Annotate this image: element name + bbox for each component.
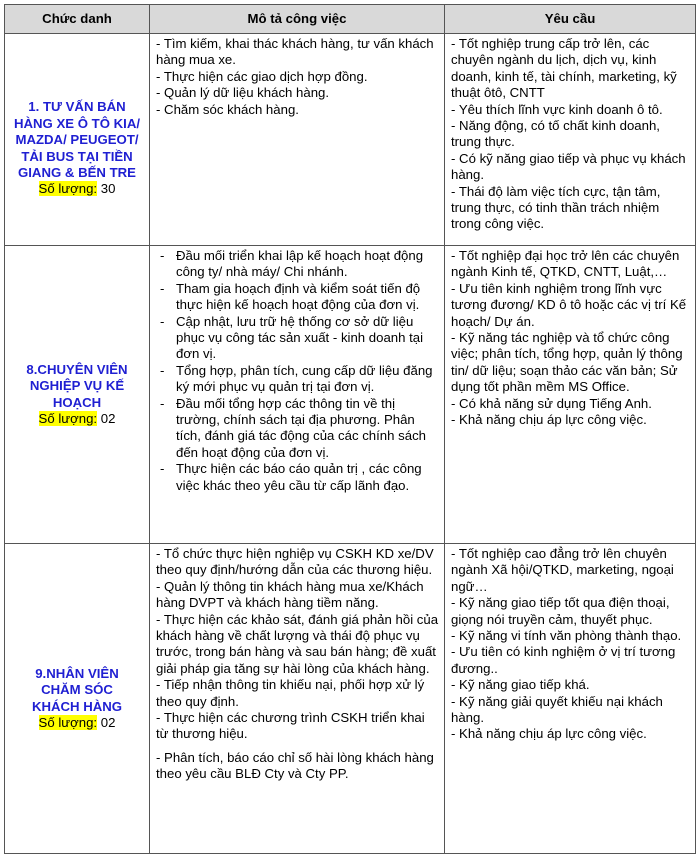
- list-item: - Cập nhật, lưu trữ hệ thống cơ sở dữ liệu phục vụ công tác sản xuất - kinh doanh tại đơn vị.: [154, 314, 440, 363]
- position-title: 9.NHÂN VIÊN CHĂM SÓC KHÁCH HÀNG: [31, 665, 123, 714]
- requirement-line: - Tốt nghiệp đại học trở lên các chuyên ngành Kinh tế, QTKD, CNTT, Luật,…: [451, 248, 680, 280]
- quantity: [8, 715, 146, 731]
- job-table: [4, 4, 696, 854]
- description-cell: [150, 34, 445, 246]
- description-line: - Tổ chức thực hiện nghiệp vụ CSKH KD xe/DV theo quy định/hướng dẫn của các thương hiệu.: [156, 546, 434, 578]
- quantity-label: Số lượng:: [38, 181, 98, 197]
- description-cell: [150, 544, 445, 854]
- description-line: - Tìm kiếm, khai thác khách hàng, tư vấn khách hàng mua xe.: [156, 36, 434, 68]
- requirement-line: - Yêu thích lĩnh vực kinh doanh ô tô.: [451, 101, 663, 117]
- requirement-line: - Khả năng chịu áp lực công việc.: [451, 726, 647, 742]
- description-line: - Thực hiện các khảo sát, đánh giá phản hồi của khách hàng về chất lượng và thái độ phục vụ trước, trong bán hàng và sau bán hàng; đề xuất giải pháp gia tăng sự hài lòng của khách hàng.: [156, 611, 439, 676]
- requirement-line: - Có khả năng sử dụng Tiếng Anh.: [451, 395, 652, 411]
- requirements-cell: [445, 544, 696, 854]
- description-line: - Thực hiện các giao dịch hợp đồng.: [156, 68, 368, 84]
- requirement-line: - Có kỹ năng giao tiếp và phục vụ khách hàng.: [451, 150, 686, 183]
- requirement-line: - Năng động, có tố chất kinh doanh, trung thực.: [451, 118, 660, 150]
- requirement-line: - Kỹ năng giải quyết khiếu nại khách hàng.: [451, 693, 663, 726]
- position-title: 8.CHUYÊN VIÊN NGHIỆP VỤ KẾ HOẠCH: [26, 361, 128, 410]
- table-row: [5, 544, 696, 854]
- table-row: [5, 246, 696, 544]
- description-list: [154, 248, 440, 494]
- requirement-line: - Tốt nghiệp cao đẳng trở lên chuyên ngành Xã hội/QTKD, marketing, ngoại ngữ…: [451, 546, 674, 594]
- list-item: - Thực hiện các báo cáo quản trị , các công việc khác theo yêu cầu từ cấp lãnh đạo.: [154, 461, 440, 494]
- quantity-value: 30: [100, 181, 116, 197]
- requirement-line: - Kỹ năng giao tiếp khá.: [451, 677, 590, 693]
- list-item: - Tham gia hoạch định và kiểm soát tiến độ thực hiện kế hoạch hoạt động của đơn vị.: [154, 281, 440, 314]
- list-item: - Đầu mối triển khai lập kế hoạch hoạt động công ty/ nhà máy/ Chi nhánh.: [154, 248, 440, 281]
- requirements-cell: [445, 34, 696, 246]
- requirement-line: - Kỹ năng giao tiếp tốt qua điện thoại, giọng nói truyền cảm, thuyết phục.: [451, 595, 670, 627]
- quantity-label: Số lượng:: [38, 410, 98, 426]
- description-line: - Quản lý thông tin khách hàng mua xe/Khách hàng DVPT và khách hàng tiềm năng.: [156, 578, 424, 611]
- quantity-value: 02: [100, 714, 116, 730]
- spacer: [156, 743, 440, 750]
- quantity-label: Số lượng:: [38, 714, 98, 730]
- header-requirements: Yêu cầu: [445, 5, 696, 34]
- position-cell: [5, 544, 150, 854]
- position-cell: [5, 34, 150, 246]
- quantity: [8, 411, 146, 427]
- description-cell: [150, 246, 445, 544]
- description-line: - Tiếp nhận thông tin khiếu nại, phối hợp xử lý theo quy định.: [156, 677, 425, 709]
- position-cell: [5, 246, 150, 544]
- quantity-value: 02: [100, 410, 116, 426]
- description-line: - Chăm sóc khách hàng.: [156, 101, 299, 117]
- header-description: Mô tả công việc: [150, 5, 445, 34]
- requirement-line: - Thái độ làm việc tích cực, tận tâm, trung thực, có tinh thần trách nhiệm trong công việc.: [451, 183, 661, 232]
- header-row: [5, 5, 696, 34]
- description-line: - Phân tích, báo cáo chỉ số hài lòng khách hàng theo yêu cầu BLĐ Cty và Cty PP.: [156, 749, 434, 782]
- requirement-line: - Kỹ năng tác nghiệp và tổ chức công việc; phân tích, tổng hợp, quản lý thông tin/ dữ liệu; soạn thảo các văn bản; Sử dụng tốt phần mềm MS Office.: [451, 330, 683, 395]
- requirements-cell: [445, 246, 696, 544]
- position-title: 1. TƯ VẤN BÁN HÀNG XE Ô TÔ KIA/ MAZDA/ PEUGEOT/ TẢI BUS TẠI TIỀN GIANG & BẾN TRE: [13, 99, 141, 180]
- requirement-line: - Ưu tiên kinh nghiệm trong lĩnh vực tương đương/ KD ô tô hoặc các vị trí Kế hoạch/ Dự án.: [451, 280, 687, 329]
- description-line: - Thực hiện các chương trình CSKH triển khai từ thương hiệu.: [156, 710, 425, 742]
- table-row: [5, 34, 696, 246]
- requirement-line: - Tốt nghiệp trung cấp trở lên, các chuyên ngành du lịch, dịch vụ, kinh doanh, kinh tế, tài chính, marketing, kỹ thuật ôtô, CNTT: [451, 36, 677, 101]
- list-item: - Tổng hợp, phân tích, cung cấp dữ liệu đăng ký mới phục vụ quản trị tại đơn vị.: [154, 363, 440, 396]
- header-position: Chức danh: [5, 5, 150, 34]
- description-line: - Quản lý dữ liệu khách hàng.: [156, 85, 330, 101]
- requirement-line: - Ưu tiên có kinh nghiệm ở vị trí tương đương..: [451, 644, 676, 676]
- list-item: - Đầu mối tổng hợp các thông tin về thị trường, chính sách tại địa phương. Phân tích, đánh giá tác động của các chính sách đến hoạt động của đơn vị.: [154, 396, 440, 462]
- requirement-line: - Khả năng chịu áp lực công việc.: [451, 412, 647, 428]
- requirement-line: - Kỹ năng vi tính văn phòng thành thạo.: [451, 628, 682, 644]
- quantity: [8, 181, 146, 197]
